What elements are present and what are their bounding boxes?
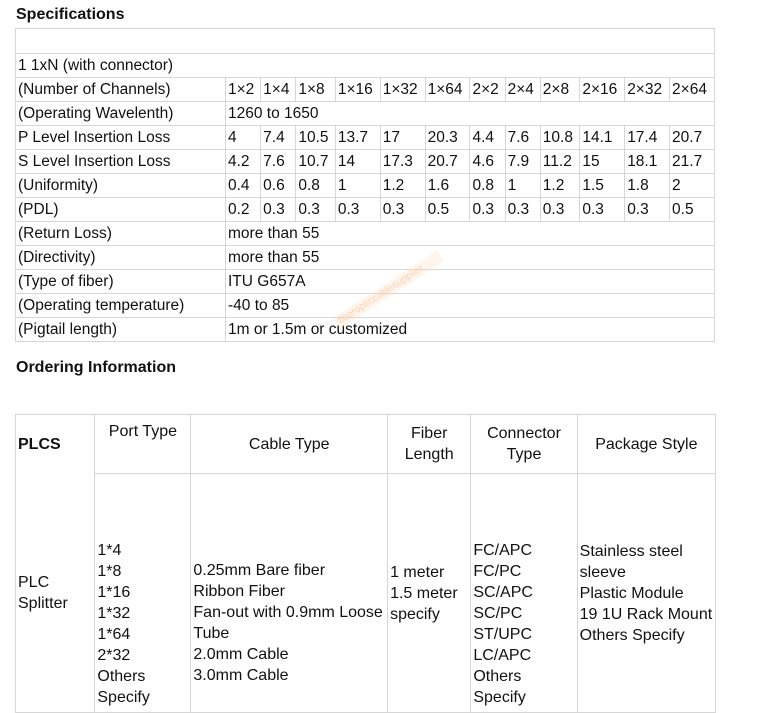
spec-value-cell: 2×2 xyxy=(470,78,505,102)
spec-row xyxy=(16,150,715,174)
spec-row-label: (Uniformity) xyxy=(16,174,226,198)
spec-row-label: (Operating temperature) xyxy=(16,294,226,318)
spec-value-cell: 0.8 xyxy=(296,174,336,198)
spec-value-cell: 20.3 xyxy=(425,126,470,150)
list-line: 1*16 xyxy=(97,584,131,601)
plcs-header: PLCS xyxy=(16,415,95,474)
list-line: 19 1U Rack Mount xyxy=(579,605,713,623)
spec-value-cell: 10.8 xyxy=(540,126,580,150)
spec-value-cell: 1.2 xyxy=(540,174,580,198)
spec-value-cell: 20.7 xyxy=(670,126,715,150)
specifications-heading: Specifications xyxy=(16,6,125,23)
spec-span-cell: -40 to 85 xyxy=(226,294,715,318)
list-line: 2.0mm Cable xyxy=(193,646,289,663)
spec-value-cell: 0.3 xyxy=(625,198,670,222)
list-line: FC/APC xyxy=(473,542,533,559)
spec-row xyxy=(16,78,715,102)
spec-blank-cell xyxy=(16,29,715,54)
port-type-cell xyxy=(95,474,191,713)
spec-row xyxy=(16,198,715,222)
list-line: 2*32 xyxy=(97,647,131,664)
list-line: Specify xyxy=(473,689,526,706)
spec-value-cell: 0.8 xyxy=(470,174,505,198)
spec-row xyxy=(16,246,715,270)
list-line: 1*32 xyxy=(97,605,131,622)
spec-value-cell: 0.5 xyxy=(425,198,470,222)
fiber-length-header-line: Fiber xyxy=(410,425,448,442)
ordering-information-table xyxy=(15,414,716,713)
spec-value-cell: 4.4 xyxy=(470,126,505,150)
spec-row-label: (Pigtail length) xyxy=(16,318,226,342)
watermark: fiberopticcablesupplier xyxy=(333,250,444,328)
spec-value-cell: 0.3 xyxy=(380,198,425,222)
spec-row xyxy=(16,102,715,126)
spec-value-cell: 0.5 xyxy=(670,198,715,222)
spec-row xyxy=(16,222,715,246)
spec-value-cell: 2×4 xyxy=(505,78,540,102)
spec-value-cell: 20.7 xyxy=(425,150,470,174)
spec-value-cell: 1.5 xyxy=(580,174,625,198)
fiber-length-cell xyxy=(388,474,471,713)
spec-value-cell: 0.3 xyxy=(261,198,296,222)
list-line: PLC xyxy=(18,573,50,591)
spec-span-cell: more than 55 xyxy=(226,222,715,246)
spec-value-cell: 7.6 xyxy=(505,126,540,150)
spec-value-cell: 14 xyxy=(335,150,380,174)
list-line: Others Specify xyxy=(579,626,685,644)
list-line: 1*64 xyxy=(97,626,131,643)
spec-value-cell: 7.6 xyxy=(261,150,296,174)
spec-value-cell: 1.8 xyxy=(625,174,670,198)
spec-value-cell: 0.2 xyxy=(226,198,261,222)
list-line: 0.25mm Bare fiber xyxy=(193,562,326,579)
list-line: Others xyxy=(97,668,146,685)
port-type-header: Port Type xyxy=(95,415,191,474)
spec-span-cell: 1m or 1.5m or customized xyxy=(226,318,715,342)
spec-row-label: (Return Loss) xyxy=(16,222,226,246)
connector-type-header xyxy=(471,415,577,474)
list-line: 3.0mm Cable xyxy=(193,667,289,684)
spec-row-label: (Type of fiber) xyxy=(16,270,226,294)
spec-value-cell: 1×8 xyxy=(296,78,336,102)
spec-row-label: P Level Insertion Loss xyxy=(16,126,226,150)
spec-value-cell: 18.1 xyxy=(625,150,670,174)
connector-type-cell xyxy=(471,474,577,713)
spec-value-cell: 2×64 xyxy=(670,78,715,102)
list-line: 1 meter xyxy=(390,563,445,581)
connector-type-header-line: Type xyxy=(506,446,542,463)
spec-value-cell: 1 xyxy=(335,174,380,198)
spec-value-cell: 4 xyxy=(226,126,261,150)
plcs-cell xyxy=(16,474,95,713)
spec-row xyxy=(16,318,715,342)
cable-type-cell xyxy=(191,474,388,713)
spec-value-cell: 1.6 xyxy=(425,174,470,198)
spec-value-cell: 13.7 xyxy=(335,126,380,150)
spec-row-label: (Operating Wavelenth) xyxy=(16,102,226,126)
list-line: ST/UPC xyxy=(473,626,533,643)
fiber-length-header-line: Length xyxy=(404,446,454,463)
spec-value-cell: 0.3 xyxy=(505,198,540,222)
spec-row xyxy=(16,174,715,198)
connector-type-header-line: Connector xyxy=(487,425,561,442)
spec-span-cell: more than 55 xyxy=(226,246,715,270)
list-line: Ribbon Fiber xyxy=(193,583,286,600)
spec-value-cell: 14.1 xyxy=(580,126,625,150)
spec-value-cell: 0.3 xyxy=(580,198,625,222)
spec-value-cell: 1×16 xyxy=(335,78,380,102)
spec-value-cell: 1 xyxy=(505,174,540,198)
list-line: Stainless steel sleeve xyxy=(579,542,683,581)
list-line: Others xyxy=(473,668,522,685)
spec-value-cell: 2×8 xyxy=(540,78,580,102)
spec-row xyxy=(16,126,715,150)
spec-value-cell: 1×64 xyxy=(425,78,470,102)
spec-value-cell: 0.3 xyxy=(335,198,380,222)
spec-row xyxy=(16,270,715,294)
spec-value-cell: 17.3 xyxy=(380,150,425,174)
spec-blank-row xyxy=(16,29,715,54)
spec-value-cell: 17 xyxy=(380,126,425,150)
spec-value-cell: 10.5 xyxy=(296,126,336,150)
spec-value-cell: 4.6 xyxy=(470,150,505,174)
spec-title-row xyxy=(16,54,715,78)
list-line: LC/APC xyxy=(473,647,532,664)
specifications-table xyxy=(15,28,715,342)
list-line: Fan-out with 0.9mm Loose Tube xyxy=(193,604,383,642)
ordering-information-heading: Ordering Information xyxy=(16,359,176,376)
spec-value-cell: 4.2 xyxy=(226,150,261,174)
spec-value-cell: 2×16 xyxy=(580,78,625,102)
spec-value-cell: 10.7 xyxy=(296,150,336,174)
fiber-length-header xyxy=(388,415,471,474)
list-line: 1*8 xyxy=(97,563,122,580)
list-line: SC/PC xyxy=(473,605,523,622)
ordering-body-row xyxy=(16,474,716,713)
list-line: SC/APC xyxy=(473,584,533,601)
list-line: 1*4 xyxy=(97,542,122,559)
spec-value-cell: 17.4 xyxy=(625,126,670,150)
spec-value-cell: 15 xyxy=(580,150,625,174)
spec-value-cell: 1×4 xyxy=(261,78,296,102)
spec-value-cell: 0.3 xyxy=(540,198,580,222)
spec-row-label: S Level Insertion Loss xyxy=(16,150,226,174)
list-line: Specify xyxy=(97,689,150,706)
spec-value-cell: 21.7 xyxy=(670,150,715,174)
spec-value-cell: 7.4 xyxy=(261,126,296,150)
spec-row-label: (PDL) xyxy=(16,198,226,222)
cable-type-header: Cable Type xyxy=(191,415,388,474)
spec-value-cell: 2×32 xyxy=(625,78,670,102)
package-style-header: Package Style xyxy=(577,415,715,474)
spec-span-cell: ITU G657A xyxy=(226,270,715,294)
spec-row-label: (Directivity) xyxy=(16,246,226,270)
spec-span-cell: 1260 to 1650 xyxy=(226,102,715,126)
list-line: Splitter xyxy=(18,594,68,612)
spec-value-cell: 2 xyxy=(670,174,715,198)
spec-value-cell: 7.9 xyxy=(505,150,540,174)
spec-value-cell: 1×2 xyxy=(226,78,261,102)
spec-value-cell: 11.2 xyxy=(540,150,580,174)
spec-value-cell: 1×32 xyxy=(380,78,425,102)
list-line: 1.5 meter xyxy=(390,584,458,602)
spec-value-cell: 0.3 xyxy=(470,198,505,222)
spec-value-cell: 0.3 xyxy=(296,198,336,222)
spec-row-label: (Number of Channels) xyxy=(16,78,226,102)
ordering-header-row xyxy=(16,415,716,474)
list-line: FC/PC xyxy=(473,563,522,580)
spec-value-cell: 1.2 xyxy=(380,174,425,198)
spec-value-cell: 0.4 xyxy=(226,174,261,198)
list-line: Plastic Module xyxy=(579,584,684,602)
list-line: specify xyxy=(390,605,440,623)
package-style-cell xyxy=(577,474,715,713)
spec-title-cell: 1 1xN (with connector) xyxy=(16,54,715,78)
spec-value-cell: 0.6 xyxy=(261,174,296,198)
